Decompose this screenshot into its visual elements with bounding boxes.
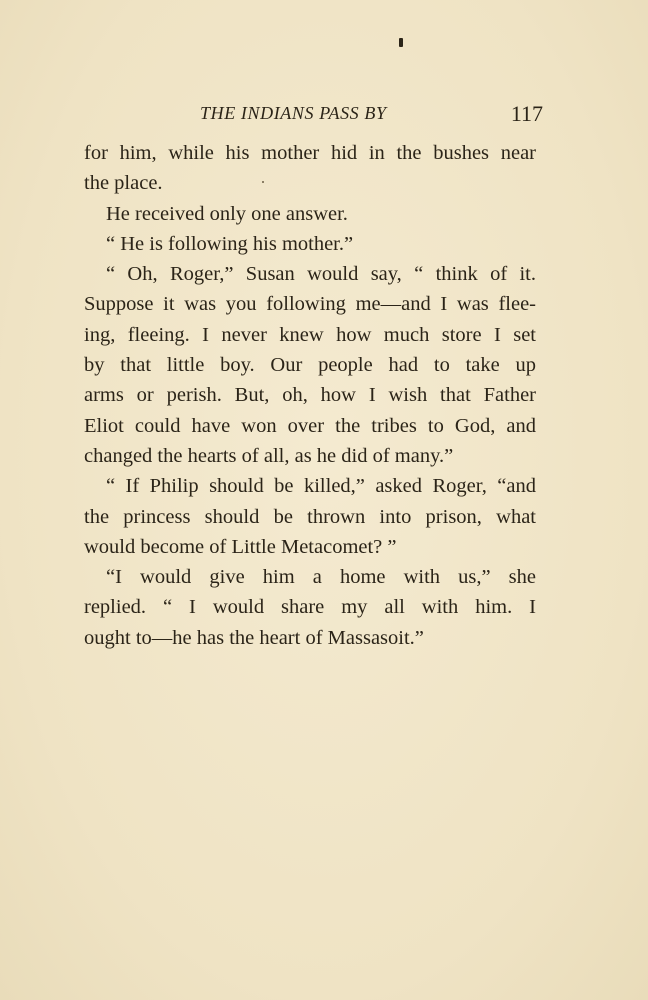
- text-line: for him, while his mother hid in the bushes near: [84, 142, 536, 164]
- text-line: would become of Little Metacomet? ”: [84, 535, 397, 558]
- text-line: arms or perish. But, oh, how I wish that Father: [84, 384, 536, 407]
- running-head: [84, 101, 543, 127]
- text-line: He received only one answer.: [106, 202, 348, 225]
- page-number: 117: [510, 101, 543, 126]
- ink-speck: [399, 38, 403, 47]
- text-line: “ He is following his mother.”: [106, 232, 354, 255]
- text-line: ing, fleeing. I never knew how much store I set: [84, 323, 536, 346]
- text-line: the place.: [84, 172, 163, 195]
- chapter-title: THE INDIANS PASS BY: [200, 103, 387, 123]
- text-line: changed the hearts of all, as he did of many.”: [84, 444, 454, 467]
- text-line: “ Oh, Roger,” Susan would say, “ think of it.: [106, 263, 536, 286]
- text-line: ought to—he has the heart of Massasoit.”: [84, 626, 424, 649]
- text-line: replied. “ I would share my all with him. I: [84, 596, 536, 619]
- text-line: the princess should be thrown into prison, what: [84, 505, 536, 528]
- text-line: “ If Philip should be killed,” asked Roger, “and: [106, 475, 536, 498]
- text-line: Eliot could have won over the tribes to God, and: [84, 414, 536, 437]
- text-line: Suppose it was you following me—and I was flee-: [84, 293, 536, 316]
- text-line: by that little boy. Our people had to take up: [84, 354, 536, 377]
- text-line: “I would give him a home with us,” she: [106, 566, 536, 589]
- body-text: [84, 138, 536, 653]
